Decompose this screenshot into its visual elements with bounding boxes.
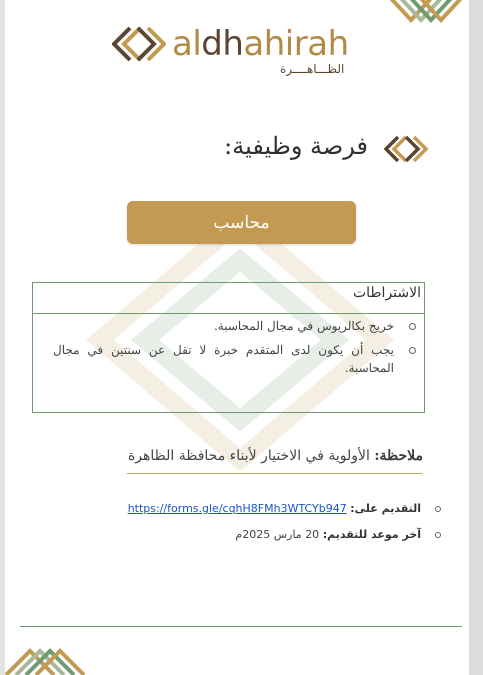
brand-name-part: ahirah: [243, 24, 349, 64]
corner-chevron-icon: [387, 0, 473, 28]
note-label: ملاحظة:: [374, 448, 423, 464]
deadline-row: [235, 528, 421, 541]
requirements-box: [32, 282, 425, 413]
page-edge-right: [469, 0, 483, 675]
priority-note: [128, 448, 423, 464]
requirements-list: [53, 317, 418, 383]
footer-divider: [20, 626, 462, 627]
brand-name-part: dh: [201, 24, 244, 64]
note-underline: [127, 473, 422, 474]
circle-bullet-icon: [435, 506, 441, 512]
heading-chevron-icon: [384, 134, 430, 164]
requirements-divider: [33, 313, 424, 314]
requirement-text: خريج بكالريوس في مجال المحاسبة.: [213, 319, 394, 333]
brand-name-part: al: [172, 24, 202, 64]
apply-row: [128, 502, 421, 515]
requirement-item: [53, 317, 418, 335]
logo-mark-icon: [112, 24, 166, 64]
corner-chevron-icon: [4, 645, 96, 675]
deadline-label: آخر موعد للتقديم:: [322, 528, 421, 541]
deadline-value: 20 مارس 2025م: [235, 528, 323, 541]
circle-bullet-icon: [435, 532, 441, 538]
requirement-text: يجب أن يكون لدى المتقدم خبرة لا تقل عن سنتين في مجال المحاسبة.: [53, 343, 394, 375]
brand-wordmark: [172, 24, 349, 64]
apply-link[interactable]: https://forms.gle/cqhH8FMh3WTCYb947: [127, 502, 347, 515]
job-title-banner: محاسب: [127, 201, 356, 244]
apply-label: التقديم على:: [350, 502, 421, 515]
page-edge-left: [0, 0, 5, 675]
page-title: فرصة وظيفية:: [224, 132, 368, 160]
brand-logo: [112, 22, 374, 80]
note-text: الأولوية في الاختيار لأبناء محافظة الظاهرة: [127, 448, 375, 464]
brand-name-arabic: الظـــاهــــرة: [280, 62, 345, 76]
circle-bullet-icon: [409, 347, 416, 354]
requirement-item: [53, 341, 418, 377]
requirements-title: الاشتراطات: [352, 285, 421, 301]
circle-bullet-icon: [409, 323, 416, 330]
